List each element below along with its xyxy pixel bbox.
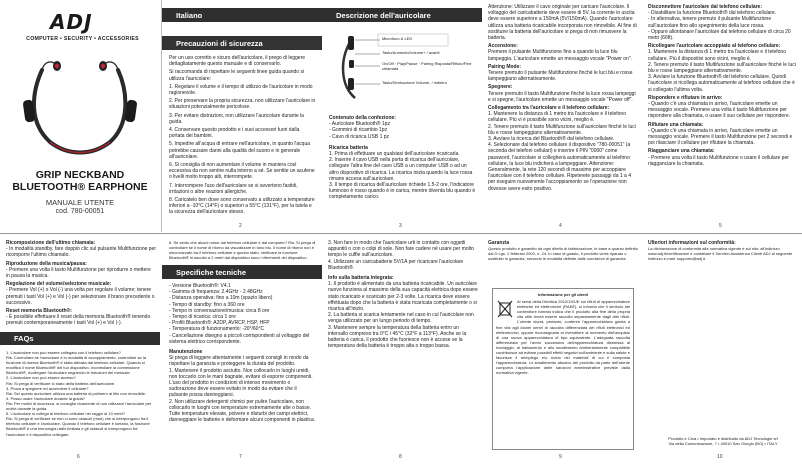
brand-logo: ADJ — [50, 10, 93, 34]
conformity-text: La dichiarazione di conformità alla normativa vigente è sul sito: all'indirizzo www.adj.it/certificazioni e contattare il Servizio Assistenza Clienti ADJ al seguente indirizzo e-mail: supporto@adj.it — [648, 246, 793, 262]
section-text: - In modalità standby, fare doppio clic sul pulsante Multifunzione per ricomporre l'ultimo chiamato. — [6, 246, 156, 259]
section-text: - Premere una volta il tasto Multifunzione per riprodurre o mettere in pausa la musica. — [6, 266, 151, 280]
page-number: 6 — [77, 454, 80, 460]
cover-code: cod. 780-00051 — [55, 208, 105, 215]
diagram-label: Tasto/Aumento/Volume+ / avanti — [382, 50, 440, 55]
safety-paragraph: Per un uso corretto e sicuro dell'auricolare, il prego di leggere dettagliatamente questo manuale e di conservarlo. — [169, 55, 306, 68]
weee-text: Ai sensi della Direttiva 2012/19/UE sui rifiuti di apparecchiature elettriche ed elettroniche (RAEE), si informa che il simbolo del contenitore barrato indica che il prodotto alla fine della propria vita utile dovrà essere raccolto separatamente dagli altri rifiuti. L'utente dovrà, pertanto, conferire l'apparecchiatura giunta a fine vita agli idonei centri di raccolta differenziata dei rifiuti elettronici ed elettrotecnici, oppure riconsegnarla al rivenditore al momento dell'acquisto di una nuova apparecchiatura di tipo equivalente. L'adeguata raccolta differenziata per l'avvio successivo dell'apparecchiatura dismessa al riciclaggio, al trattamento e allo smaltimento ambientalmente compatibile contribuisce ad evitare possibili effetti negativi sull'ambiente e sulla salute e favorisce il reimpiego e/o riciclo dei materiali di cui è composta l'apparecchiatura. Lo smaltimento abusivo del prodotto da parte dell'utente comporta l'applicazione delle sanzioni amministrative previste dalla normativa vigente. — [496, 299, 630, 376]
intro-text: Attenzione: Utilizzare il cavo originale per caricare l'auricolare. Il voltaggio del caricabatterie deve essere di 5V, la corrente in uscita deve essere superiore a 150mA (5V/150mA). Quando l'auricolare utilizza una batteria ricaricabile incorporata non rimovibile. Al fine di sostituire la batteria dell'auricolare si prega di non rimuovere la batteria. — [488, 4, 637, 42]
contents-item: - Cavo di ricarica USB 1 pz — [329, 133, 390, 140]
safety-paragraph: 8. Caricatelo ben dove sono conservato a utilizzato a temperature inferiori a -10°C (14°F) o superiori a 55°C (131°F), per la tutela e la sicurezza dell'auricolare stesso. — [169, 197, 315, 216]
safety-paragraph: Si raccomanda di rispettare le seguenti linee guida quando si utilizza l'auricolare: — [169, 69, 305, 82]
page-description — [322, 0, 482, 232]
section-heading: Ricomposizione dell'ultimo chiamata: — [6, 240, 96, 246]
conformity-title: Ulteriori informazioni sul conformità: — [648, 240, 736, 246]
maintenance-continued-text: 3. Non fare in modo che l'auricolare urti in contatto con oggetti appuntiti o con o colpi di sole. Non fare cadere né usare per molto tempo le cuffie sull'auricolare. 4. Utilizzare un caricabatterie 5V/1A per ricaricare l'auricolare Bluetooth®. — [328, 240, 474, 271]
battery-info-title: Info sulla batteria integrata: — [328, 275, 394, 282]
diagram-label: On/Off · Play/Pause · Pairing Risposta/Rifiuto/Fine chiamata — [382, 61, 472, 72]
section-heading: Riagganciare una chiamata: — [648, 148, 715, 155]
page-calls — [642, 0, 802, 232]
section-text: Tenere premuto il pulsante Multifunzione finché le luci blu e rosse lampeggiano alternativamente. — [488, 70, 633, 83]
warranty-title: Garanzia — [488, 240, 510, 246]
page-number: 3 — [399, 223, 402, 229]
section-text: Premere il pulsante Multifunzione fino a quando la luce blu lampeggia. L'auricolare emette un messaggio vocale "Power on". — [488, 49, 633, 62]
faq-continued-text: 6. Se sento che alcuni nome dal telefono cellulare è dal computer? Ris: Si prega di controllare se il nome di ritorno da visualizzare in tono blu. Il nome di ritorno non è sincronizzato tra il telefono cellulare e questo stato, verificare la funzione Bluetooth® in ascolto a 2 metri dal dispositivo sono i riferimenti del dispositivo. — [169, 240, 316, 261]
battery-info-text: 1. Il prodotto è alimentato da una batteria ricaricabile. Un auricolare nuovo funziona al massimo della sua capacità elettrica dopo essere stato ricaricato e scaricato per 2-3 volte. La ricarica deve essere effettuata dopo che la batteria è stata ricaricata completamente o si ricarica all'inizio. 2. La batteria si scarica lentamente nel caso in cui l'auricolare non venga utilizzato per un lungo periodo di tempo. 3. Mantenere sempre la temperatura della batteria entro un intervallo compreso tra 0°C / 45°C (32°F a 113°F). Anche se la batteria è carica, il prodotto che fuoriesce non è accese se la temperatura della batteria è troppo alta o troppo bassa. — [328, 281, 478, 350]
page-number: 4 — [559, 223, 562, 229]
cover-subtitle: MANUALE UTENTE — [45, 198, 115, 207]
page-specs — [162, 236, 322, 466]
page-pairing — [482, 0, 642, 232]
page-number: 5 — [719, 223, 722, 229]
section-title-safety: Precauzioni di sicurezza — [162, 36, 322, 50]
section-heading: Disconnettere l'auricolare dal telefono cellulare: — [648, 4, 763, 10]
section-heading: Reset memoria Bluetooth®: — [6, 308, 72, 315]
section-title-description: Descrizione dell'auricolare — [322, 8, 482, 22]
section-heading: Regolazione del volume/selezione musicale: — [6, 281, 112, 288]
language-tab: Italiano — [162, 8, 322, 22]
spec-item: - Cancellazione disegno a piccoli corrispondenti al voltaggio del sistema elettrico corrispondente. — [169, 332, 310, 345]
importer-footer: Prodotto e Cina • Importato e distribuito da ADJ Tecnologie srl Via della Comunicazione, 7 • 40010 San Giorgio (BO) • ITALY — [668, 436, 778, 446]
safety-paragraph: 7. Interrompere l'uso dell'auricolare se si avvertono fastidi, irritazioni o altre reazioni allergiche. — [169, 182, 298, 195]
section-text: 1. Mantenere la distanza di 1 metro tra l'auricolare e il telefono cellulare. Più il dispositivi sono vicini, meglio è. 2. Tenere premuto il tasto Multifunzione sull'auricolare finché le luci blu e rosse lampeggiano alternativamente. 3. Avviare la funzione Bluetooth® del telefono cellulare. Quindi l'auricolare si ricollega automaticamente al telefono cellulare che è si collegato l'ultima volta. — [648, 49, 796, 93]
contents-title: Contenuto della confezione: — [329, 115, 396, 121]
battery-title: Ricarica batteria — [329, 144, 368, 151]
safety-paragraph: 5. Impedire all'acqua di entrare nell'auricolare, in quanto l'acqua potrebbe causare danni alla qualità del suono e in generale all'auricolare. — [169, 141, 311, 160]
page-warranty — [482, 236, 642, 466]
contents-item: - Auricolare Bluetooth® 1pz — [329, 121, 390, 128]
safety-paragraph: 4. Conservare questo prodotto e i suoi accessori fuori dalla portata dei bambini. — [169, 127, 300, 140]
row-divider — [0, 233, 802, 234]
spec-item: - Tempo in conversazione/musica: circa 8 ore — [169, 307, 270, 314]
spec-item: - Tempo di standby: fino a 360 ore — [169, 301, 245, 308]
safety-paragraph: 3. Per evitare distrazioni, non utilizzare l'auricolare durante la guida. — [169, 112, 304, 125]
section-text: - Disabilitare la funzione Bluetooth® dal telefono cellulare. - In alternativa, tenere premuto il pulsante Multifunzione sull'auricolare fino allo spegnimento della luce rossa. - Oppure allontanare l'auricolare dal telefono cellulare di circa 20 metri (66ft). — [648, 10, 791, 42]
page-battery — [322, 236, 482, 466]
section-heading: Pairing Mode: — [488, 63, 522, 70]
weee-title: Informazione per gli utenti — [537, 292, 588, 297]
section-text: - Premere una volta il tasto Multifunzione o usare il cellulare per riagganciare la chiamata. — [648, 154, 789, 167]
diagram-label: Tasto/Diminuzione Volume- / indietro — [382, 80, 447, 85]
page-number: 10 — [717, 454, 723, 460]
cover-title-line2: BLUETOOTH® EARPHONE — [12, 181, 148, 193]
faq-text: 1. L'auricolare non può essere collegato con il telefono cellulare? Ris: Controllare se l'auricolare è in modalità di accoppiamento, controllare se la funzione di ricerca Bluetooth® è stata attivata dal telefono cellulare. Quando si modifica il nome Bluetooth® del tuo dispositivo, ricontrollare la connessione Bluetooth®, ricollegare l'auricolare seguendo le istruzioni del manuale. 2. L'auricolare non può essere acceso? Ris: Si prega di verificare lo stato della batteria dell'auricolare. 3. Prova a spegnere ed accendere il cellulare? Ris: Sei questo auricolare utilizza una batteria al polimero al litio non rimovibile. 4. Posso usare l'auricolare durante la guida? Ris: Per motivi di sicurezza, si consiglia vivamente di non utilizzare l'auricolare per motivi durante la guida. 5. L'auricolare si collega al telefono cellulare nel raggio di 10 metri? Ris: Si prega di verificare se non ci sono ostacoli (muri) che si interpongono fra il telefono cellulare e l'auricolare. Quando il telefono cellulare è lontano, la funzione Bluetooth® è una tecnologia radio limitata e gli ostacoli si interpongono tra l'auricolare e il dispositivo collegato. — [6, 350, 152, 437]
diagram-label: Microfono & LED — [382, 36, 413, 41]
warranty-text: Questo prodotto è garantito da ogni difetto di fabbricazione, in base a quanto definito dal D.Lgs. 2 febbraio 2002, n. 24. In caso di guasto, il prodotto verrà riparato o sostituito in garanzia, secondo le modalità definite dalle condizioni di garanzia. — [488, 246, 638, 262]
contents-item: - Gommini di ricambio 1pz — [329, 127, 388, 134]
section-title-faq: FAQs — [0, 332, 160, 345]
spec-item: - Profili Bluetooth®: A2DP, AVRCP, HSP, HFP — [169, 320, 270, 327]
crossed-bin-icon — [496, 299, 514, 319]
page-number: 7 — [239, 454, 242, 460]
page-music-faq — [0, 236, 160, 466]
section-text: 1. Mantenere la distanza di 1 metro tra l'auricolare e il telefono cellulare. Più vi è possibile sono vicini, meglio è. 2. Tenere premuto il tasto Multifunzione sull'auricolare finché le luci blu e rosse lampeggiano alternativamente. 3. Avviare la ricerca del Bluetooth® dal telefono cellulare. 4. Selezionare dal telefono cellulare il dispositivo "780-00051" (a seconda dei telefoni cellulari) e inserire il PIN "0000" come password, l'auricolare si collegherà automaticamente al telefono cellulare, la luce blu indicherà a lampeggiare. Attenzione: Generalmente, la rete 120 secondi di massimo per accoppiare l'auricolare con il telefono cellulare. Ripeterete passaggi da 1 a 4 per eseguire nuovamente l'accoppiamento se l'operazione non dovesse avere esito positivo. — [488, 111, 636, 192]
battery-text: 1. Prima di effettuare un qualsiasi dell'auricolare ricaricarla. 2. Inserire il cavo USB nella porta di ricarica dell'auricolare, collegare l'altra fine del cavo USB a un computer USB o ad un altro dispositivo di ricarica. La ricarica inizia quando la luce rossa rimane accesa sull'auricolare. 3. Il tempo di ricarica dell'auricolare richiede 1.5-2 ore, l'indicatore luminoso è rosso quando è in carica, mentre diventa blu quando è completamente carico. — [329, 151, 476, 201]
cover-panel — [0, 0, 160, 232]
section-heading: Ricollegare l'auricolare accoppiato al telefono cellulare: — [648, 43, 781, 50]
spec-item: - Versione Bluetooth®: V4.1 — [169, 283, 231, 289]
page-number: 9 — [559, 454, 562, 460]
section-heading: Rifiutare una chiamata: — [648, 121, 704, 128]
section-text: - Quando c'è una chiamata in arrivo, l'auricolare emette un messaggio vocale. Premere il tasto Multifunzione per 2 secondi e poi rilasciare il cellulare per rifiutare la chiamata. — [648, 127, 793, 147]
brand-tagline: COMPUTER • SECURITY • ACCESSORIES — [26, 36, 139, 42]
maintenance-title: Manutenzione — [169, 349, 203, 356]
section-text: - Premere Vol (+) o Vol (-) una volta per regolare il volume; tenere premuti i tasti Vol (+) e Vol (-) per selezionare il brano precedente o successivo. — [6, 287, 155, 306]
spec-item: - Tempo di ricarica: circa 1 ore — [169, 314, 236, 321]
page-number: 8 — [399, 454, 402, 460]
section-heading: Accensione: — [488, 43, 518, 50]
page-safety — [162, 0, 322, 232]
section-heading: Spegnere: — [488, 84, 513, 91]
page-number: 2 — [239, 223, 242, 229]
safety-paragraph: 6. Si consiglia di non aumentare il volume in maniera così eccessiva da non sentire nulla intorno a sé. Se sentite un acufene o livelli molto troppo alti, interrompete. — [169, 162, 315, 181]
spec-item: - Distanza operativa: fino a 10m (spazio libero) — [169, 295, 273, 302]
spec-item: - Gamma di frequenza: 2.4GHz - 2.48GHz — [169, 289, 263, 296]
safety-paragraph: 1. Regolare il volume e il tempo di utilizzo de l'auricolare in modo ragionevole. — [169, 83, 313, 97]
maintenance-text: Si prega di leggere attentamente i seguenti consigli in modo da rispettare la garanzia e proteggere la durata del prodotto. 1. Mantenere il prodotto asciutto. Non collocarlo in luoghi umidi, non toccarlo con le mani bagnate, evitare di esporre componenti. L'uso del prodotto in condizioni di intenso movimento o sudorazione deve essere evitato in modo da evitare che il pulsante possa danneggiarsi. 2. Non utilizzare detergenti chimici per pulire l'auricolare, non collocarlo in luoghi con temperature estremamente alte o basse. Tutte temperature elevate, polvere e disturbi dei campi elettrici, danneggiare le batterie e deformare alcuni componenti in plastica. — [169, 355, 316, 424]
section-heading: Rispondere e rifiutare in arrivo: — [648, 94, 723, 101]
neckband-earphone-image — [20, 52, 140, 170]
section-text: - È possibile effettuare il reset della memoria Bluetooth® tenendo premuti contemporaneamente i tasti Vol (+) e Vol (-). — [6, 314, 151, 327]
section-text: - Quando c'è una chiamata in arrivo, l'auricolare emette un messaggio vocale. Premere una volta il tasto Multifunzione per rispondere alla chiamata, o usare il suo cellulare per rispondere. — [648, 101, 791, 120]
cover-title-line1: GRIP NECKBAND — [35, 169, 125, 181]
section-text: Tenere premuto il tasto Multifunzione finché la luce rossa lampeggi e si spegne, l'auricolare emette un messaggio vocale "Power off". — [488, 90, 636, 103]
section-title-specs: Specifiche tecniche — [162, 265, 322, 279]
weee-box — [492, 288, 634, 450]
safety-paragraph: 2. Per preservare la propria sicurezza, non utilizzare l'auricolare in situazioni potenzialmente pericolose. — [169, 98, 316, 111]
section-heading: Collegamento tra l'auricolare e il telefono cellulare: — [488, 105, 610, 112]
section-heading: Riproduzione della musica/pausa: — [6, 260, 87, 267]
spec-item: - Temperatura di funzionamento: -20°/60°C — [169, 326, 265, 333]
page-conformity — [642, 236, 802, 466]
